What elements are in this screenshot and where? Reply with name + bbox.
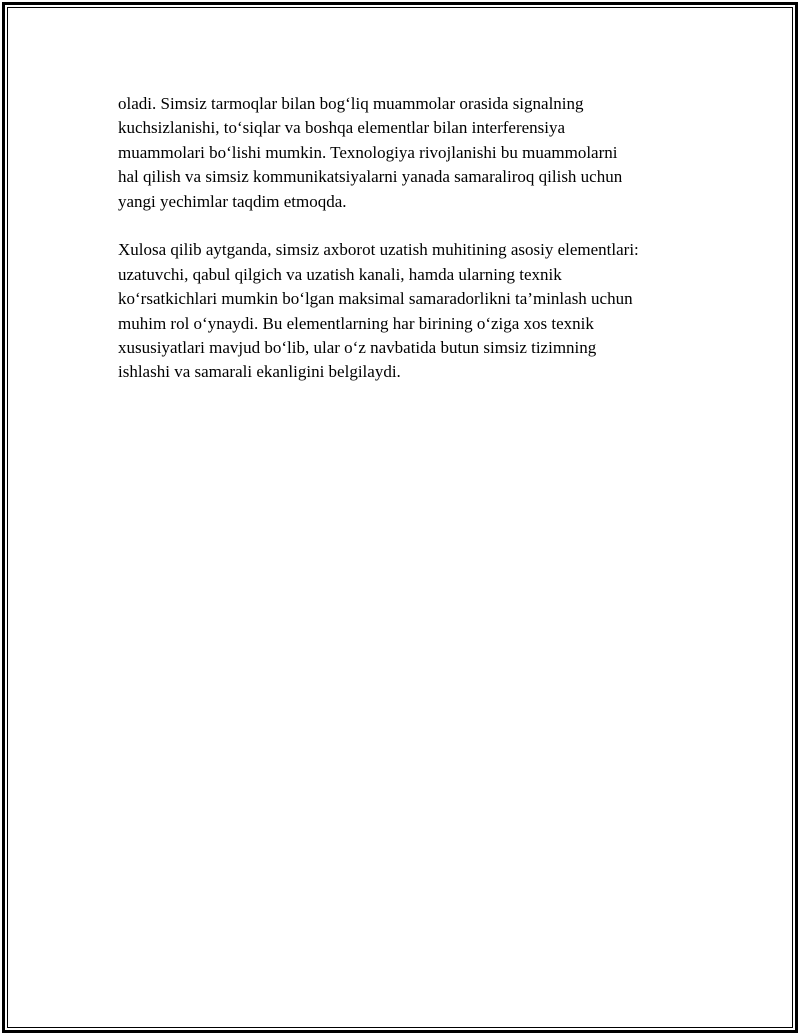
paragraph-line: uzatuvchi, qabul qilgich va uzatish kanali, hamda ularning texnik [118,264,562,284]
paragraph-line: muhim rol o‘ynaydi. Bu elementlarning har birining o‘ziga xos texnik [118,313,594,333]
document-body [118,92,698,385]
paragraph-line: hal qilish va simsiz kommunikatsiyalarni yanada samaraliroq qilish uchun [118,167,623,187]
paragraph-line: Xulosa qilib aytganda, simsiz axborot uzatish muhitining asosiy elementlari: [118,240,639,260]
paragraph-1 [118,92,698,214]
paragraph-2 [118,238,698,384]
paragraph-line: ko‘rsatkichlari mumkin bo‘lgan maksimal samaradorlikni ta’minlash uchun [118,289,633,309]
paragraph-line: muammolari bo‘lishi mumkin. Texnologiya rivojlanishi bu muammolarni [118,142,618,162]
paragraph-line: kuchsizlanishi, to‘siqlar va boshqa elementlar bilan interferensiya [118,118,566,138]
paragraph-line: yangi yechimlar taqdim etmoqda. [118,191,347,211]
paragraph-line: ishlashi va samarali ekanligini belgilaydi. [118,362,401,382]
paragraph-line: oladi. Simsiz tarmoqlar bilan bog‘liq muammolar orasida signalning [118,94,584,113]
paragraph-line: xususiyatlari mavjud bo‘lib, ular o‘z navbatida butun simsiz tizimning [118,338,597,358]
